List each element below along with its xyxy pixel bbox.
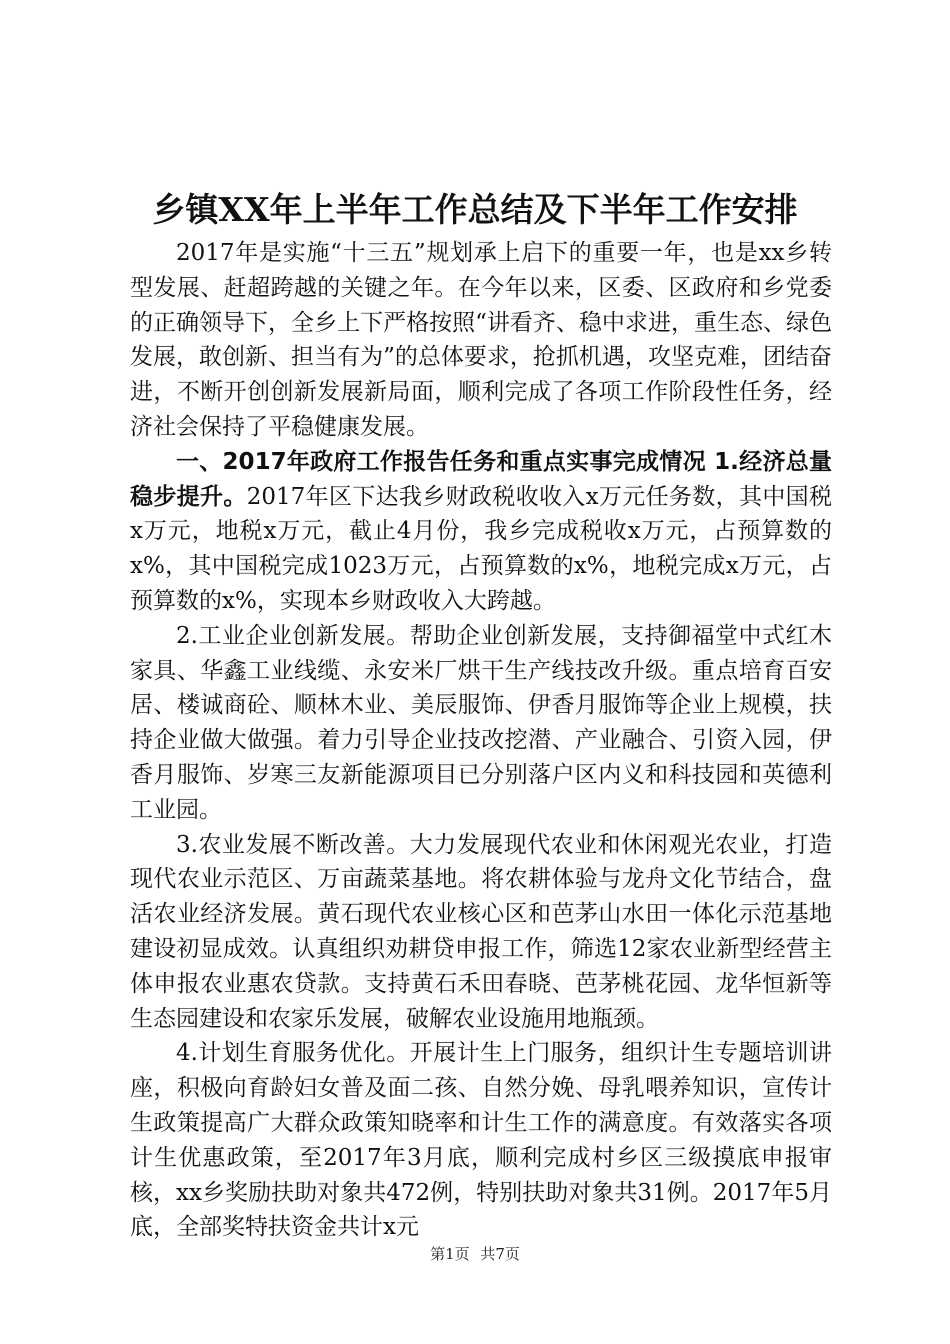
document-body — [130, 236, 832, 1245]
page-count: 共7页 — [480, 1245, 520, 1263]
page-number: 第1页 — [430, 1245, 470, 1263]
paragraph-text: 2017年是实施“十三五”规划承上启下的重要一年，也是xx乡转型发展、赶超跨越的关键之年。在今年以来，区委、区政府和乡党委的正确领导下，全乡上下严格按照“讲看齐、稳中求进，重生态、绿色发展，敢创新、担当有为”的总体要求，抢抓机遇，攻坚克难，团结奋进，不断开创创新发展新局面，顺利完成了各项工作阶段性任务，经济社会保持了平稳健康发展。 — [130, 240, 832, 440]
page-footer — [0, 1243, 950, 1265]
paragraph-item-4 — [130, 1036, 832, 1245]
paragraph-item-3 — [130, 828, 832, 1037]
paragraph-text: 2017年区下达我乡财政税收收入x万元任务数，其中国税x万元，地税x万元，截止4月份，我乡完成税收x万元，占预算数的x%，其中国税完成1023万元，占预算数的x%，地税完成x万元，占预算数的x%，实现本乡财政收入大跨越。 — [130, 483, 832, 614]
paragraph-text: 4.计划生育服务优化。开展计生上门服务，组织计生专题培训讲座，积极向育龄妇女普及面二孩、自然分娩、母乳喂养知识，宣传计生政策提高广大群众政策知晓率和计生工作的满意度。有效落实各项计生优惠政策，至2017年3月底，顺利完成村乡区三级摸底申报审核，xx乡奖励扶助对象共472例，特别扶助对象共31例。2017年5月底，全部奖特扶资金共计x元 — [130, 1040, 832, 1241]
paragraph-item-2 — [130, 619, 832, 828]
paragraph-text: 2.工业企业创新发展。帮助企业创新发展，支持御福堂中式红木家具、华鑫工业线缆、永安米厂烘干生产线技改升级。重点培育百安居、楼诚商砼、顺林木业、美辰服饰、伊香月服饰等企业上规模，扶持企业做大做强。着力引导企业技改挖潜、产业融合、引资入园，伊香月服饰、岁寒三友新能源项目已分别落户区内义和科技园和英德利工业园。 — [130, 622, 832, 823]
section-heading: 一、2017年政府工作报告任务和重点实事完成情况 1.经济总量稳步提升。 — [130, 448, 832, 510]
document-title: 乡镇XX年上半年工作总结及下半年工作安排 — [152, 190, 798, 229]
paragraph-section-1 — [130, 445, 832, 619]
paragraph-intro — [130, 236, 832, 445]
paragraph-text: 3.农业发展不断改善。大力发展现代农业和休闲观光农业，打造现代农业示范区、万亩蔬菜基地。将农耕体验与龙舟文化节结合，盘活农业经济发展。黄石现代农业核心区和芭茅山水田一体化示范基地建设初显成效。认真组织劝耕贷申报工作，筛选12家农业新型经营主体申报农业惠农贷款。支持黄石禾田春晓、芭茅桃花园、龙华恒新等生态园建设和农家乐发展，破解农业设施用地瓶颈。 — [130, 831, 832, 1032]
